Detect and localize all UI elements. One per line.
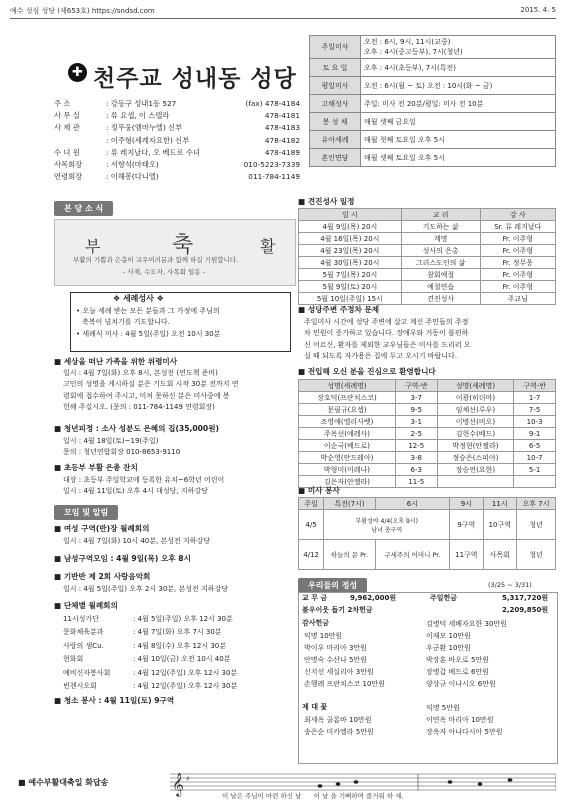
bulletin-id: 예수 성심 성당 (제653호) https://sndsd.com: [10, 7, 155, 15]
page-header: [10, 6, 556, 16]
group-time: : 4월 5일(주일) 오후 12시 30분: [133, 615, 233, 623]
table-header: [299, 380, 556, 392]
group-time: : 4월 12일(주일) 오후 12시 30분: [133, 682, 238, 691]
table-cell: 4월 30일(목) 20시: [299, 257, 402, 269]
info-value: : 이주형(세례자요한) 신부: [106, 135, 190, 145]
parish-news-bar: 본 당 소 식: [54, 201, 113, 216]
list-item: 우군환 10만원: [426, 644, 471, 652]
table-cell: 주교님: [480, 293, 555, 305]
group-name: 사랑의 샘Cu.: [63, 641, 104, 650]
table-row: [299, 464, 556, 476]
header-cell: 오후 7시: [516, 498, 555, 510]
info-row: [54, 110, 300, 122]
table-cell: [514, 476, 556, 488]
baptism-line-3: • 세례식 미사 : 4월 5일(주일) 오전 10시 30분: [76, 330, 221, 338]
info-value: : 서향석(마태오): [106, 160, 159, 170]
group-meeting-title: ■ 단체별 월례회의: [54, 601, 118, 610]
ms-7: 청년: [516, 510, 555, 540]
banner-char-2: 활: [260, 237, 276, 256]
mass-time-line: 매월 첫째 토요일 오후 5시: [364, 135, 445, 144]
info-row: [54, 122, 300, 134]
info-row: [54, 135, 300, 147]
youth-retreat-title: ■ 청년피정 : 소사 성분도 은혜의 집(35,000원): [54, 424, 220, 433]
table-cell: 6-3: [395, 464, 437, 476]
table-cell: 장호덕(프란치스코): [299, 392, 396, 404]
table-cell: Sr. 류 레지날다: [480, 221, 555, 233]
banner-signature: - 사제, 수도자, 사목회 일동 -: [123, 268, 205, 276]
table-cell: 5월 7일(목) 20시: [299, 269, 402, 281]
table-cell: 10-3: [514, 416, 556, 428]
youth-retreat-body: 일시 : 4월 18일(토)~19(주일) 문의 : 청년연합회장 010-8653-9110: [63, 437, 181, 457]
offering-row-1: 교 무 금 9,962,000원 주일헌금 5,317,720원: [302, 594, 549, 602]
church-title: 천주교 성내동 성당: [93, 66, 297, 92]
mass-time-line: 오전 : 6시(월 ~ 토) 오전 : 10시(화 ~ 금): [364, 81, 493, 90]
header-rule: [10, 18, 556, 19]
info-label: 연령회장: [54, 172, 83, 182]
table-cell: 박순영(안드레아): [299, 452, 396, 464]
info-phone: 478-4182: [264, 135, 300, 145]
header-cell: 교 리: [401, 209, 480, 221]
table-cell: 정승은(스피아): [437, 452, 514, 464]
table-cell: 성사의 은총: [401, 245, 480, 257]
table-row: [299, 428, 556, 440]
table-cell: Fr. 정무웅: [480, 257, 555, 269]
banner-blessing: 부활의 기쁨과 은총이 교우여러분과 함께 하길 기원합니다.: [73, 256, 239, 264]
svg-text:𝄞: 𝄞: [172, 772, 184, 796]
svg-text:♯: ♯: [186, 775, 190, 783]
ms-11: 10구역: [483, 510, 516, 540]
banner-center-glyph: 축: [172, 233, 194, 258]
info-phone: 010-5223-7339: [243, 160, 300, 170]
altar-flower-left: [304, 714, 374, 738]
parking-body: 주일미사 시간에 성당 주변에 살고 계신 주민들의 주정 차 민원이 증가하고 있습니다. 장애우와 거동이 불편하 신 어르신, 환자를 제외한 교우님들은 미사를 드리러 오 실 때 되도록 자가용은 집에 두고 오시기 바랍니다.: [304, 318, 471, 361]
table-cell: 3-7: [395, 392, 437, 404]
header-cell: 성명(세례명): [437, 380, 514, 392]
mass-time-line: 오전 : 6시, 9시, 11시(교중): [364, 38, 451, 46]
mass-row: [310, 149, 556, 167]
mass-times: [361, 113, 556, 131]
group-item: [63, 640, 237, 653]
group-item: [63, 680, 237, 693]
header-cell: 9시: [450, 498, 483, 510]
baptism-line-1: • 오늘 세례 받는 모든 분들과 그 가정에 주님의: [76, 307, 220, 315]
info-phone: 478-4183: [264, 123, 300, 133]
table-cell: 박정현(안젤라): [437, 440, 514, 452]
mass-time-line: 매월 셋째 금요일: [364, 117, 416, 126]
table-row: [299, 281, 556, 293]
info-label: 사 무 실: [54, 111, 80, 121]
table-cell: 이병선(비오): [437, 416, 514, 428]
list-item: 박이우 마리아 3만원: [304, 644, 367, 652]
memorial-title: ■ 세상을 떠난 가족을 위한 위령미사: [54, 357, 178, 366]
women-meeting-title: ■ 여성 구역(반)장 월례회의: [54, 524, 150, 533]
bulletin-date: 2015. 4. 5: [520, 6, 556, 14]
table-cell: 10-7: [514, 452, 556, 464]
info-label: [54, 135, 106, 147]
table-row: [299, 269, 556, 281]
church-info: [54, 98, 300, 183]
table-row: [299, 452, 556, 464]
group-name: 11시성가단: [63, 615, 99, 623]
header-cell: 11시: [483, 498, 516, 510]
table-cell: 예절연습: [401, 281, 480, 293]
group-item: [63, 653, 237, 666]
table-row: [299, 416, 556, 428]
header-cell: 주일: [299, 498, 324, 510]
thanks-right-list: [426, 618, 507, 690]
list-item: 익명 10만원: [304, 632, 343, 640]
table-cell: 9-5: [395, 404, 437, 416]
offering-row-2: 불우이웃 돕기 2차헌금 2,209,850원: [302, 606, 549, 614]
mass-key: 유아세례: [310, 131, 361, 149]
list-item: 이재모 10만원: [426, 632, 471, 640]
group-item: [63, 613, 237, 626]
info-value: : 이해봉(다니엘): [106, 172, 159, 182]
table-cell: 12-5: [395, 440, 437, 452]
info-phone: 478-4189: [264, 147, 300, 157]
table-cell: 김현수(베드): [437, 428, 514, 440]
ms-date-1: 4/5: [299, 510, 324, 540]
welcome-table: [298, 379, 556, 488]
header-cell: 구역-반: [514, 380, 556, 392]
header-cell: 구역-반: [395, 380, 437, 392]
info-label: 사 제 관: [54, 123, 80, 133]
table-cell: 5월 10일(주일) 15시: [299, 293, 402, 305]
mass-service-title: ■ 미사 봉사: [298, 486, 340, 495]
mass-time-line: 오후 : 4시(초등부), 7시(특전): [364, 63, 456, 72]
psalm-title: ■ 예수부활대축일 화답송: [18, 778, 109, 787]
mass-key: 토 요 일: [310, 59, 361, 77]
header-cell: 6시: [375, 498, 449, 510]
table-cell: Fr. 이주형: [480, 233, 555, 245]
table-cell: 임채선(루우): [437, 404, 514, 416]
table-cell: Fr. 이주형: [480, 269, 555, 281]
group-time: : 4월 12일(주일) 오후 12시 30분: [133, 668, 238, 677]
table-cell: [437, 476, 514, 488]
list-item: 송은순 미카엘라 5만원: [304, 728, 374, 736]
parking-title: ■ 성당주변 주정차 문제: [298, 305, 380, 314]
table-cell: 9-1: [514, 428, 556, 440]
altar-flower-right: [426, 702, 503, 738]
table-cell: 이광(히더마): [437, 392, 514, 404]
mass-times: [361, 36, 556, 59]
list-item: 신지선 세실리아 3만원: [304, 668, 374, 676]
table-cell: 5-1: [514, 464, 556, 476]
info-phone: 011-784-1149: [248, 172, 300, 182]
info-label: 사목회장: [54, 160, 83, 170]
table-cell: 김은자(안젤라): [299, 476, 396, 488]
psalm-score: [10, 771, 556, 800]
offering-range: (3/25 ~ 3/31): [488, 581, 532, 589]
ms-vigil: 부활성야 4/4(오후 9시) 남녀 총구역: [324, 510, 450, 540]
meeting-notice-bar: 모임 및 알림: [54, 505, 118, 520]
mass-times: [361, 77, 556, 95]
info-phone: 478-4181: [264, 111, 300, 121]
ms-9: 9구역: [450, 510, 483, 540]
table-cell: 박형미(이레나): [299, 464, 396, 476]
info-phone: (fax) 478-4184: [245, 99, 300, 108]
table-row: [299, 221, 556, 233]
baptism-line-2: 축복이 넘치기를 기도합니다.: [82, 318, 170, 326]
info-row: [54, 171, 300, 183]
baptism-title: ❖ 세례성사 ❖: [113, 294, 164, 303]
table-cell: 3-8: [395, 452, 437, 464]
info-label: 수 녀 원: [54, 147, 80, 157]
mass-row: [310, 77, 556, 95]
mass-time-line: 매월 셋째 토요일 오후 5시: [364, 153, 445, 162]
info-value: : 류 요셉, 이 스텔라: [106, 111, 170, 121]
group-time: : 4월 10일(금) 오전 10시 40분: [133, 655, 231, 664]
welcome-title: ■ 전입해 오신 분을 진심으로 환영합니다: [298, 367, 436, 376]
table-row: [299, 440, 556, 452]
table-cell: 문필규(요셉): [299, 404, 396, 416]
table-cell: 장승연(요한): [437, 464, 514, 476]
list-item: 김병덕 세베자요한 30만원: [426, 620, 507, 628]
men-meeting-title: ■ 남성구역모임 : 4월 9일(목) 오후 8시: [54, 554, 191, 563]
table-cell: 6-5: [514, 440, 556, 452]
ms-tj-2: 하늘의 문 Pr.: [324, 540, 375, 570]
mass-row: [310, 95, 556, 113]
info-value: : 정무웅(엠마누엘) 신부: [106, 123, 183, 133]
mass-key: 봉 성 체: [310, 113, 361, 131]
easter-banner: [54, 219, 296, 286]
group-name: 빈첸시오회: [63, 682, 97, 691]
header-cell: 특전(7시): [324, 498, 375, 510]
table-cell: 조영애(엘리사벳): [299, 416, 396, 428]
table-cell: 계명: [401, 233, 480, 245]
mass-times: [361, 131, 556, 149]
concert-body: 일시 : 4월 5일(주일) 오후 2시 30분, 본성전 지하강당: [63, 585, 229, 593]
table-row: [299, 233, 556, 245]
table-row: [299, 293, 556, 305]
list-item: 안명숙 수산나 5만원: [304, 656, 367, 664]
table-cell: 3-1: [395, 416, 437, 428]
table-cell: 참회예절: [401, 269, 480, 281]
list-item: 장병갑 베드로 6만원: [426, 668, 489, 676]
header-cell: 일 시: [299, 209, 402, 221]
group-item: [63, 667, 237, 680]
mass-service-table: [298, 497, 556, 570]
table-cell: 4월 16일(목) 20시: [299, 233, 402, 245]
table-row: [299, 245, 556, 257]
table-cell: 견진성사: [401, 293, 480, 305]
altar-flower-title: 제 대 꽃: [302, 703, 328, 711]
info-value: : 강동구 성내1동 527: [106, 99, 177, 108]
table-cell: 이순국(베드로): [299, 440, 396, 452]
list-item: 장옥자 아나다시아 5만원: [426, 728, 503, 736]
info-label: 주 소: [54, 99, 71, 108]
table-cell: 4월 9일(목) 20시: [299, 221, 402, 233]
table-cell: 7-5: [514, 404, 556, 416]
table-cell: 그리스도인의 삶: [401, 257, 480, 269]
table-header: [299, 209, 556, 221]
list-item: 박장훈 바오로 5만원: [426, 656, 489, 664]
ms-11-2: 사목회: [483, 540, 516, 570]
memorial-body: 일시 : 4월 7일(화) 오후 8시, 본성전 (연도책 준비) 고인의 성명을 게시하실 분은 기도회 시작 30분 전까지 연 령회에 접수하여 주시고, 미처 못하신 분은 미사중에 봉 헌해 주십시오. (문의 : 011-784-1149 연령회장): [63, 369, 239, 412]
church-logo-icon: ✚: [68, 63, 87, 82]
table-cell: Fr. 이주형: [480, 281, 555, 293]
mass-time-line: 주일: 미사 전 20분/평일: 미사 전 10분: [364, 99, 484, 108]
women-meeting-body: 일시 : 4월 7일(화) 10시 40분, 본성전 지하강당: [63, 537, 211, 545]
info-row: [54, 159, 300, 171]
mass-row: [310, 113, 556, 131]
table-cell: 5월 9일(토) 20시: [299, 281, 402, 293]
table-row: [299, 404, 556, 416]
header-cell: 강 사: [480, 209, 555, 221]
confirmation-table: [298, 208, 556, 305]
confirmation-title: ■ 견진성사 일정: [298, 197, 355, 206]
mass-key: 평일미사: [310, 77, 361, 95]
group-name: 예비신자봉사회: [63, 668, 111, 677]
mass-time-line: 오후 : 4시(중고등부), 7시(청년): [364, 48, 463, 56]
mass-key: 주일미사: [310, 36, 361, 59]
list-item: 양상규 이나시오 6만원: [426, 680, 496, 688]
group-item: [63, 626, 237, 639]
kids-feast-title: ■ 초등부 부활 은총 잔치: [54, 463, 138, 472]
table-cell: 주옥선(에레사): [299, 428, 396, 440]
cleaning-title: ■ 청소 봉사 : 4월 11일(토) 9구역: [54, 696, 175, 705]
table-row: [299, 392, 556, 404]
ms-6-2: 구세주의 어머니 Pr.: [375, 540, 449, 570]
mass-times: [361, 59, 556, 77]
thanks-left-list: [304, 630, 385, 690]
info-row: [54, 147, 300, 159]
table-cell: 기도하는 삶: [401, 221, 480, 233]
concert-title: ■ 기반반 제 2회 사랑음악회: [54, 572, 151, 581]
thanks-title: 감사헌금: [302, 619, 330, 627]
mass-row: [310, 36, 556, 59]
group-time: : 4월 8일(수) 오후 12시 30분: [133, 641, 227, 650]
info-row: [54, 98, 300, 110]
table-cell: Fr. 이주형: [480, 245, 555, 257]
table-row: [299, 257, 556, 269]
mass-times: [361, 95, 556, 113]
table-cell: 11-5: [395, 476, 437, 488]
info-value: : 류 레지날다, 오 베드로 수녀: [106, 147, 200, 157]
kids-feast-body: 대상 : 초등부 주일학교에 등록한 유치~6학년 어린이 일시 : 4월 11일(토) 오후 4시 대성당, 지하강당: [63, 476, 225, 496]
group-time: : 4월 7일(화) 오후 7시 30분: [133, 628, 222, 637]
group-meeting-list: [63, 613, 237, 693]
mass-schedule-table: [309, 35, 556, 167]
ms-7-2: 청년: [516, 540, 555, 570]
table-cell: 2-5: [395, 428, 437, 440]
list-item: 이연옥 마리아 10만원: [426, 716, 494, 724]
list-item: 손행레 프란치스코 10만원: [304, 680, 385, 688]
mass-key: 고해성사: [310, 95, 361, 113]
offering-bar: 우리들의 정성: [298, 578, 367, 593]
mass-times: [361, 149, 556, 167]
table-cell: 4월 23일(목) 20시: [299, 245, 402, 257]
mass-row: [310, 59, 556, 77]
table-cell: 1-7: [514, 392, 556, 404]
group-name: 현화회: [63, 655, 84, 664]
list-item: 최세옥 골롬바 10만원: [304, 716, 372, 724]
list-item: 익명 5만원: [426, 704, 460, 712]
banner-char-1: 부: [85, 237, 101, 256]
ms-9-2: 11구역: [450, 540, 483, 570]
group-name: 문화체육분과: [63, 628, 104, 637]
mass-key: 혼인면담: [310, 149, 361, 167]
psalm-lyrics: 이 날은 주님이 마련 하신 날 이 날 을 기뻐하며 즐거워 하 세.: [222, 792, 404, 800]
header-cell: 성명(세례명): [299, 380, 396, 392]
mass-row: [310, 131, 556, 149]
ms-date-2: 4/12: [299, 540, 324, 570]
